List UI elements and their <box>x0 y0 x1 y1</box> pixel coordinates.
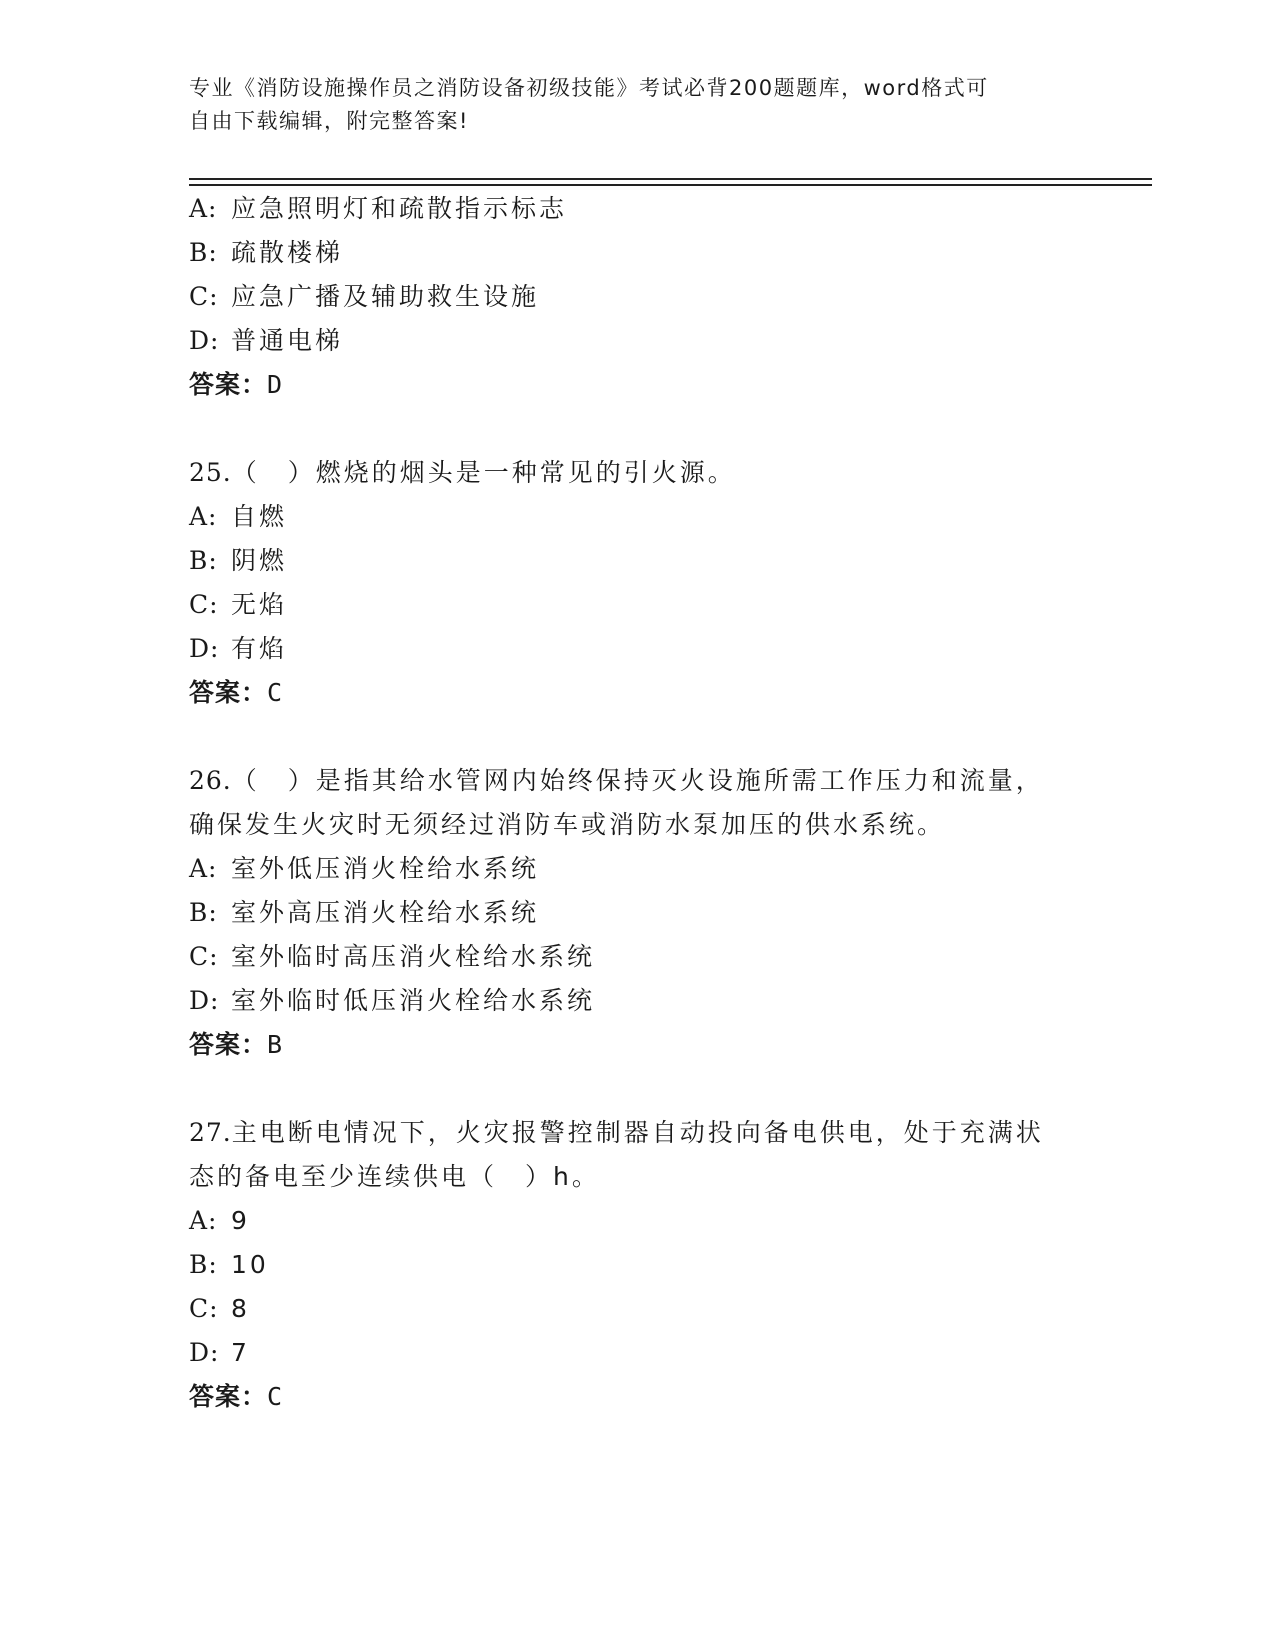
option-key: D: <box>189 1338 220 1367</box>
option-text: 7 <box>231 1338 250 1367</box>
option-text: 8 <box>231 1294 250 1323</box>
q26-option-d <box>189 984 595 1018</box>
q26-option-c <box>189 940 595 974</box>
q27-question-line-1 <box>189 1116 1044 1150</box>
question-text: 主电断电情况下，火灾报警控制器自动投向备电供电，处于充满状 <box>231 1118 1044 1147</box>
option-key: B: <box>189 1250 218 1279</box>
q26-option-b <box>189 896 539 930</box>
answer-value: C <box>267 678 284 707</box>
q27-answer <box>189 1380 283 1414</box>
option-key: C: <box>189 590 219 619</box>
question-number: 26. <box>189 766 232 795</box>
q27-option-c <box>189 1292 250 1326</box>
q27-option-d <box>189 1336 250 1370</box>
option-key: A: <box>189 194 218 223</box>
option-key: B: <box>189 546 218 575</box>
question-number: 25. <box>189 458 232 487</box>
q26-option-a <box>189 852 539 886</box>
option-key: C: <box>189 942 219 971</box>
option-key: D: <box>189 326 220 355</box>
option-key: B: <box>189 238 218 267</box>
option-key: D: <box>189 986 220 1015</box>
option-text: 室外低压消火栓给水系统 <box>231 854 540 883</box>
option-key: A: <box>189 854 218 883</box>
q24-option-b <box>189 236 343 270</box>
header-line-2: 自由下载编辑，附完整答案! <box>189 109 469 133</box>
option-text: 无焰 <box>231 590 288 619</box>
option-key: C: <box>189 1294 219 1323</box>
answer-value: C <box>267 1382 284 1411</box>
q24-option-c <box>189 280 539 314</box>
q27-option-b <box>189 1248 269 1282</box>
option-key: C: <box>189 282 219 311</box>
option-text: 普通电梯 <box>231 326 344 355</box>
option-text: 疏散楼梯 <box>231 238 344 267</box>
q25-question <box>189 456 736 490</box>
q25-option-d <box>189 632 287 666</box>
q25-option-a <box>189 500 287 534</box>
option-key: B: <box>189 898 218 927</box>
q25-option-b <box>189 544 287 578</box>
option-key: D: <box>189 634 220 663</box>
option-text: 室外临时高压消火栓给水系统 <box>231 942 596 971</box>
q25-option-c <box>189 588 287 622</box>
q25-answer <box>189 676 283 710</box>
header-divider-bottom <box>189 184 1152 186</box>
option-key: A: <box>189 502 218 531</box>
option-text: 9 <box>231 1206 250 1235</box>
option-text: 室外高压消火栓给水系统 <box>231 898 540 927</box>
option-text: 自燃 <box>231 502 288 531</box>
q26-question-line-1 <box>189 764 1044 798</box>
q24-option-a <box>189 192 567 226</box>
q26-question-line-2: 确保发生火灾时无须经过消防车或消防水泵加压的供水系统。 <box>189 810 946 839</box>
question-text: （ ）燃烧的烟头是一种常见的引火源。 <box>231 458 736 487</box>
document-header <box>189 72 1089 138</box>
question-number: 27. <box>189 1118 232 1147</box>
option-text: 10 <box>231 1250 269 1279</box>
answer-label: 答案： <box>189 678 268 707</box>
option-text: 室外临时低压消火栓给水系统 <box>231 986 596 1015</box>
q27-question-line-2: 态的备电至少连续供电（ ）h。 <box>189 1162 600 1191</box>
answer-label: 答案： <box>189 370 268 399</box>
option-key: A: <box>189 1206 218 1235</box>
option-text: 阴燃 <box>231 546 288 575</box>
answer-label: 答案： <box>189 1030 268 1059</box>
answer-value: B <box>267 1030 284 1059</box>
question-text: （ ）是指其给水管网内始终保持灭火设施所需工作压力和流量， <box>231 766 1044 795</box>
header-divider-top <box>189 178 1152 180</box>
q24-option-d <box>189 324 343 358</box>
header-line-1: 专业《消防设施操作员之消防设备初级技能》考试必背200题题库，word格式可 <box>189 76 989 100</box>
q24-answer <box>189 368 283 402</box>
option-text: 有焰 <box>231 634 288 663</box>
q27-option-a <box>189 1204 250 1238</box>
answer-label: 答案： <box>189 1382 268 1411</box>
option-text: 应急广播及辅助救生设施 <box>231 282 540 311</box>
q26-answer <box>189 1028 283 1062</box>
answer-value: D <box>267 370 284 399</box>
option-text: 应急照明灯和疏散指示标志 <box>231 194 568 223</box>
